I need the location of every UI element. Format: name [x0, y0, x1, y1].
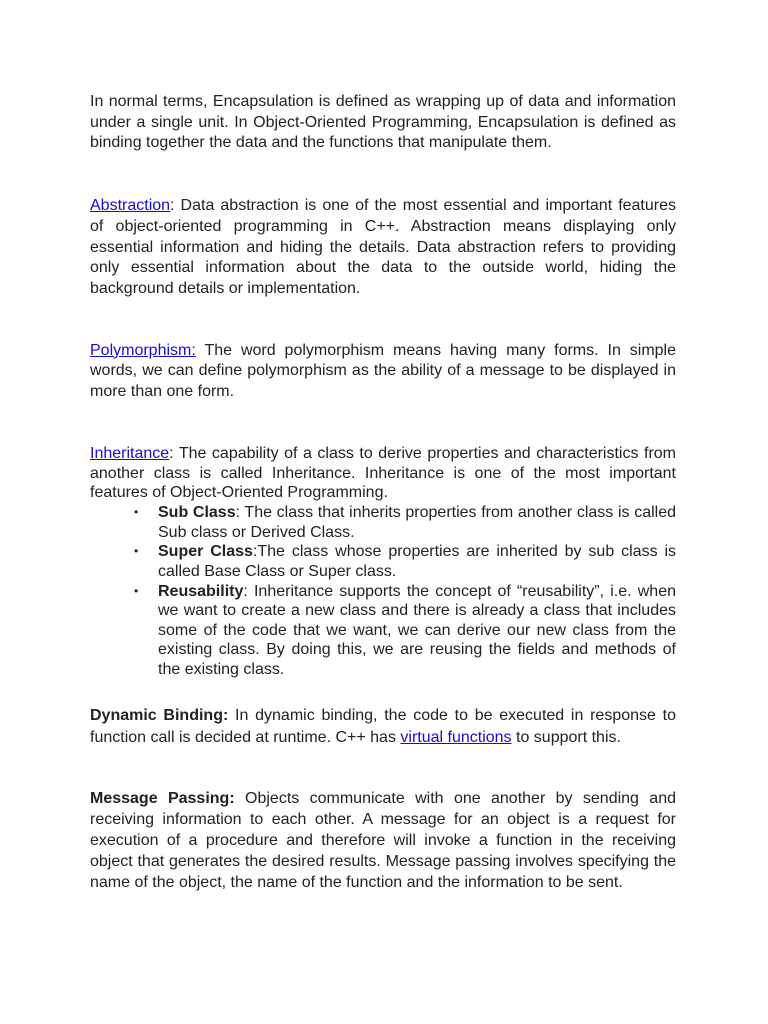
dynamic-binding-text-end: to support this. — [511, 728, 621, 746]
polymorphism-text: The word polymorphism means having many forms. In simple words, we can define polymorphism as the ability of a message to be displayed in more than one form. — [90, 341, 676, 401]
bullet-icon: • — [134, 544, 139, 559]
reusability-text: : Inheritance supports the concept of “reusability”, i.e. when we want to create a new class and there is already a class that includes some of the code that we want, we can derive our new class from the existing class. By doing this, we are reusing the fields and methods of the existing class. — [158, 582, 676, 678]
reusability-term: Reusability — [158, 582, 244, 600]
inheritance-paragraph — [90, 444, 676, 503]
bullet-icon: • — [134, 505, 139, 520]
abstraction-text: : Data abstraction is one of the most essential and important features of object-oriented programming in C++. Abstraction means displaying only essential information and hiding the details. Data abstraction refers to providing only essential information about the data to the outside world, hiding the background details or implementation. — [90, 197, 676, 297]
inheritance-link[interactable]: Inheritance — [90, 444, 170, 462]
bullet-icon: • — [134, 583, 139, 598]
list-item-super-class — [134, 542, 677, 581]
sub-class-text: : The class that inherits properties from another class is called Sub class or Derived Class. — [158, 504, 677, 541]
message-passing-term: Message Passing: — [90, 790, 235, 808]
abstraction-paragraph — [90, 196, 676, 300]
inheritance-list — [90, 503, 676, 679]
inheritance-text: : The capability of a class to derive properties and characteristics from another class is called Inheritance. Inheritance is one of the most important features of Object-Oriented Programming. — [90, 444, 676, 502]
document-page — [90, 92, 676, 893]
encapsulation-paragraph: In normal terms, Encapsulation is defined as wrapping up of data and information under a single unit. In Object-Oriented Programming, Encapsulation is defined as binding together the data and the functions that manipulate them. — [90, 93, 676, 152]
message-passing-paragraph — [90, 789, 676, 893]
dynamic-binding-term: Dynamic Binding: — [90, 707, 229, 725]
polymorphism-paragraph — [90, 341, 676, 403]
message-passing-text: Objects communicate with one another by sending and receiving information to each other. A message for an object is a request for execution of a procedure and therefore will invoke a function in the receiving object that generates the desired results. Message passing involves specifying the name of the object, the name of the function and the information to be sent. — [90, 790, 676, 891]
polymorphism-link[interactable]: Polymorphism: — [90, 341, 196, 359]
list-item-reusability — [134, 582, 676, 680]
super-class-term: Super Class — [158, 543, 253, 561]
dynamic-binding-paragraph — [90, 705, 676, 748]
dynamic-binding-text: In dynamic binding, the code to be executed in response to function call is decided at runtime. C++ has — [90, 707, 677, 746]
list-item-sub-class — [134, 503, 677, 542]
virtual-functions-link[interactable]: virtual functions — [400, 728, 512, 746]
super-class-text: :The class whose properties are inherited by sub class is called Base Class or Super class. — [158, 543, 677, 580]
abstraction-link[interactable]: Abstraction — [90, 197, 171, 215]
sub-class-term: Sub Class — [158, 504, 236, 522]
